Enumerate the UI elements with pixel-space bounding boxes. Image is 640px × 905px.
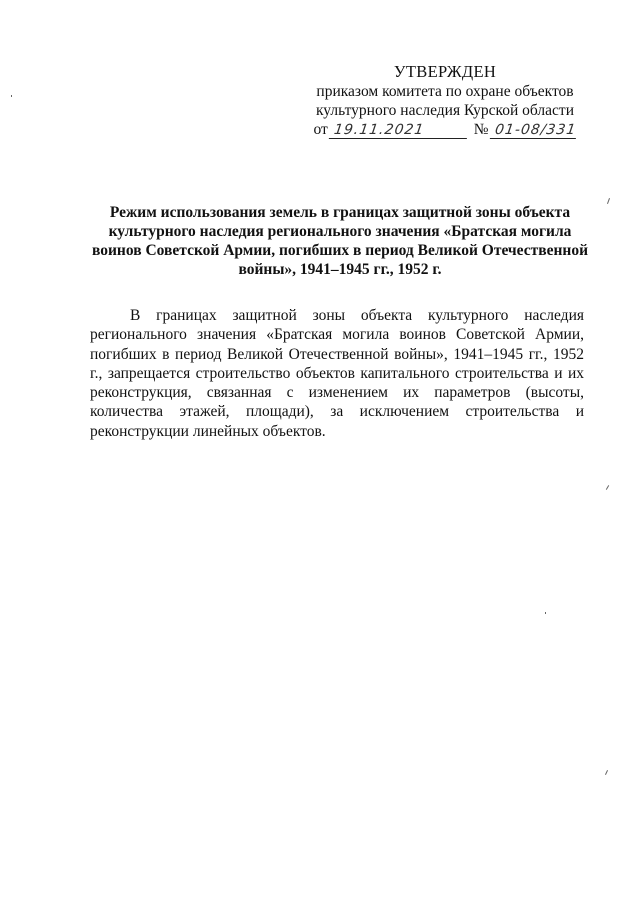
document-heading: Режим использования земель в границах защитной зоны объекта культурного наследия регионального значения «Братская могила воинов Советской Армии, погибших в период Великой Отечественной войны», 1941–1945 гг., 1952 г. [91, 204, 589, 278]
approval-title: УТВЕРЖДЕН [393, 62, 497, 81]
scan-mark [11, 95, 12, 97]
date-prefix: от [313, 121, 328, 138]
scan-mark [605, 770, 608, 775]
approval-date-number-line [300, 120, 590, 139]
body-paragraph: В границах защитной зоны объекта культурного наследия регионального значения «Братская могила воинов Советской Армии, погибших в период Великой Отечественной войны», 1941–1945 гг., 1952 г., запрещается строительство объектов капитального строительства и их реконструкция, связанная с изменением их параметров (высоты, количества этажей, площади), за исключением строительства и реконструкции линейных объектов. [90, 307, 584, 440]
approval-line-2: культурного наследия Курской области [316, 102, 574, 119]
handwritten-date: 19.11.2021 [329, 122, 469, 139]
scan-mark [545, 612, 546, 614]
approval-line-1: приказом комитета по охране объектов [316, 83, 574, 100]
scan-mark [606, 485, 609, 490]
number-prefix: № [473, 121, 489, 138]
scan-mark [607, 198, 610, 204]
handwritten-number: 01-08/331 [489, 122, 577, 139]
approval-block [300, 62, 590, 139]
